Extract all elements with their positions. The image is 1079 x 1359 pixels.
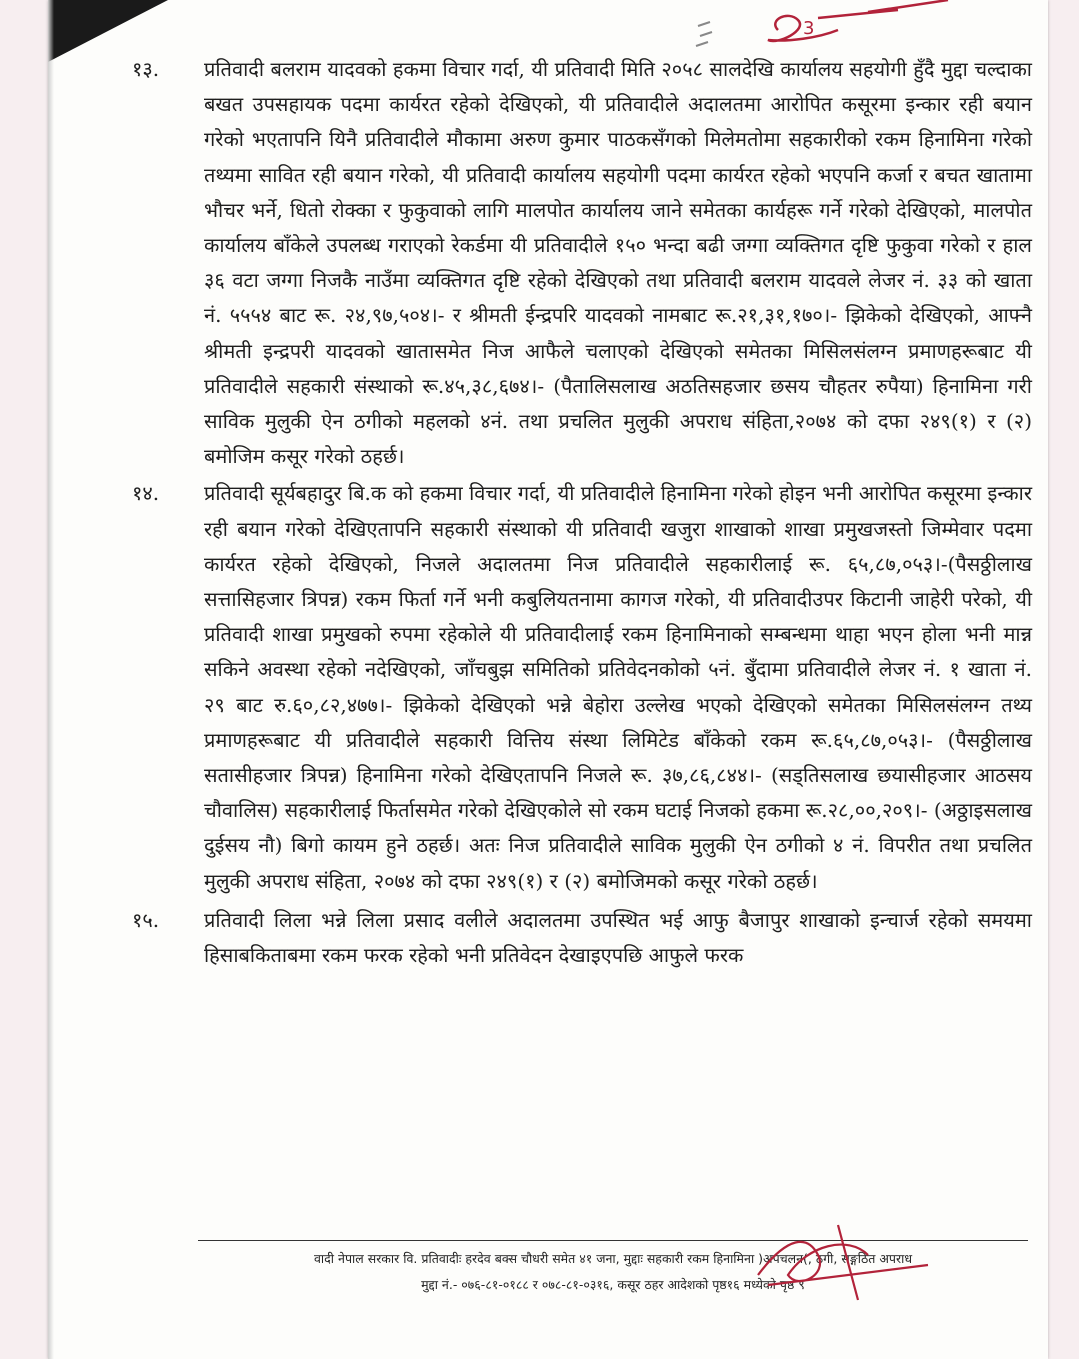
footer-case-title: वादी नेपाल सरकार वि. प्रतिवादीः हरदेव बक्स चौधरी समेत ४१ जना, मुद्दाः सहकारी रकम हिनामिना )अपचलन(, ठगी, सङ्गठित अपराध [313,1251,913,1266]
footer-case-number: मुद्दा नं.- ०७६-८१-०१८८ र ०७८-८१-०३१६, कसूर ठहर आदेशको पृष्ठ१६ मध्येको पृष्ठ ९ [421,1277,805,1292]
paragraph-text: प्रतिवादी बलराम यादवको हकमा विचार गर्दा, यी प्रतिवादी मिति २०५८ सालदेखि कार्यालय सहयोगी हुँदै मुद्दा चल्दाका बखत उपसहायक पदमा कार्यरत रहेको देखिएको, यी प्रतिवादीले अदालतमा आरोपित कसूरमा इन्कार रही बयान गरेको भएतापनि यिनै प्रतिवादीले मौकामा अरुण कुमार पाठकसँगको मिलेमतोमा सहकारीको रकम हिनामिना गरेको तथ्यमा सावित रही बयान गरेको, यी प्रतिवादी कार्यालय सहयोगी पदमा कार्यरत रहेको भएपनि कर्जा र बचत खातामा भौचर भर्ने, धितो रोक्का र फुकुवाको लागि मालपोत कार्यालय जाने समेतका कार्यहरू गर्ने गरेको देखिएको, मालपोत कार्यालय बाँकेले उपलब्ध गराएको रेकर्डमा यी प्रतिवादीले १५० भन्दा बढी जग्गा व्यक्तिगत दृष्टि फुकुवा गरेको र हाल ३६ वटा जग्गा निजकै नाउँमा व्यक्तिगत दृष्टि रहेको देखिएको तथा प्रतिवादी बलराम यादवले लेजर नं. ३३ को खाता नं. ५५५४ बाट रू. २४,९७,५०४।- र श्रीमती ईन्द्रपरि यादवको नामबाट रू.२१,३१,१७०।- झिकेको देखिएको, आफ्नै श्रीमती इन्द्रपरी यादवको खातासमेत निज आफैले चलाएको देखिएको समेतका मिसिलसंलग्न प्रमाणहरूबाट यी प्रतिवादीले सहकारी संस्थाको रू.४५,३८,६७४।- (पैतालिसलाख अठतिसहजार छसय चौहतर रुपैया) हिनामिना गरी साविक मुलुकी ऐन ठगीको महलको ४नं. तथा प्रचलित मुलुकी अपराध संहिता,२०७४ को दफा २४९(१) र (२) बमोजिम कसूर गरेको ठहर्छ। [204,57,1032,469]
signature-scribble-bottom [748,1215,948,1305]
paragraph-13 [132,52,1032,474]
document-page [48,0,1048,1359]
paragraph-15 [132,903,1032,973]
paragraph-number: १४. [132,481,160,506]
paragraph-14 [132,476,1032,898]
page-edge-shadow [48,0,54,1359]
paragraph-number: १५. [132,907,160,932]
stamp-number: 3 [803,18,815,39]
paragraph-text: प्रतिवादी लिला भन्ने लिला प्रसाद वलीले अदालतमा उपस्थित भई आफु बैजापुर शाखाको इन्चार्ज रहेको समयमा हिसाबकिताबमा रकम फरक रहेको भनी प्रतिवेदन देखाइएपछि आफुले फरक [204,907,1032,968]
paragraph-text: प्रतिवादी सूर्यबहादुर बि.क को हकमा विचार गर्दा, यी प्रतिवादीले हिनामिना गरेको होइन भनी आरोपित कसूरमा इन्कार रही बयान गरेको देखिएतापनि सहकारी संस्थाको यी प्रतिवादी खजुरा शाखाको शाखा प्रमुखजस्तो जिम्मेवार पदमा कार्यरत रहेको देखिएको, निजले अदालतमा निज प्रतिवादीले सहकारीलाई रू. ६५,८७,०५३।-(पैसठ्ठीलाख सत्तासिहजार त्रिपन्न) रकम फिर्ता गर्ने भनी कबुलियतनामा कागज गरेको, यी प्रतिवादीउपर किटानी जाहेरी परेको, यी प्रतिवादी शाखा प्रमुखको रुपमा रहेकोले यी प्रतिवादीलाई रकम हिनामिनाको सम्बन्धमा थाहा भएन होला भनी मान्न सकिने अवस्था रहेको नदेखिएको, जाँचबुझ समितिको प्रतिवेदनकोको ५नं. बुँदामा प्रतिवादीले लेजर नं. १ खाता नं. २९ बाट रु.६०,८२,४७७।- झिकेको देखिएको भन्ने बेहोरा उल्लेख भएको देखिएको समेतका मिसिलसंलग्न तथ्य प्रमाणहरूबाट यी प्रतिवादीले सहकारी वित्तिय संस्था लिमिटेड बाँकेको रकम रू.६५,८७,०५३।- (पैसठ्ठीलाख सतासीहजार त्रिपन्न) हिनामिना गरेको देखिएतापनि निजले रू. ३७,८६,८४४।- (सड्तिसलाख छयासीहजार आठसय चौवालिस) सहकारीलाई फिर्तासमेत गरेको देखिएकोले सो रकम घटाई निजको हकमा रू.२८,००,२०९।- (अठ्ठाइसलाख दुईसय नौ) बिगो कायम हुने ठहर्छ। अतः निज प्रतिवादीले साविक मुलुकी ऐन ठगीको ४ नं. विपरीत तथा प्रचलित मुलुकी अपराध संहिता, २०७४ को दफा २४९(१) र (२) बमोजिमको कसूर गरेको ठहर्छ। [204,481,1032,893]
document-body [132,52,1032,973]
paragraph-number: १३. [132,57,160,81]
signature-scribble-top [748,0,968,60]
